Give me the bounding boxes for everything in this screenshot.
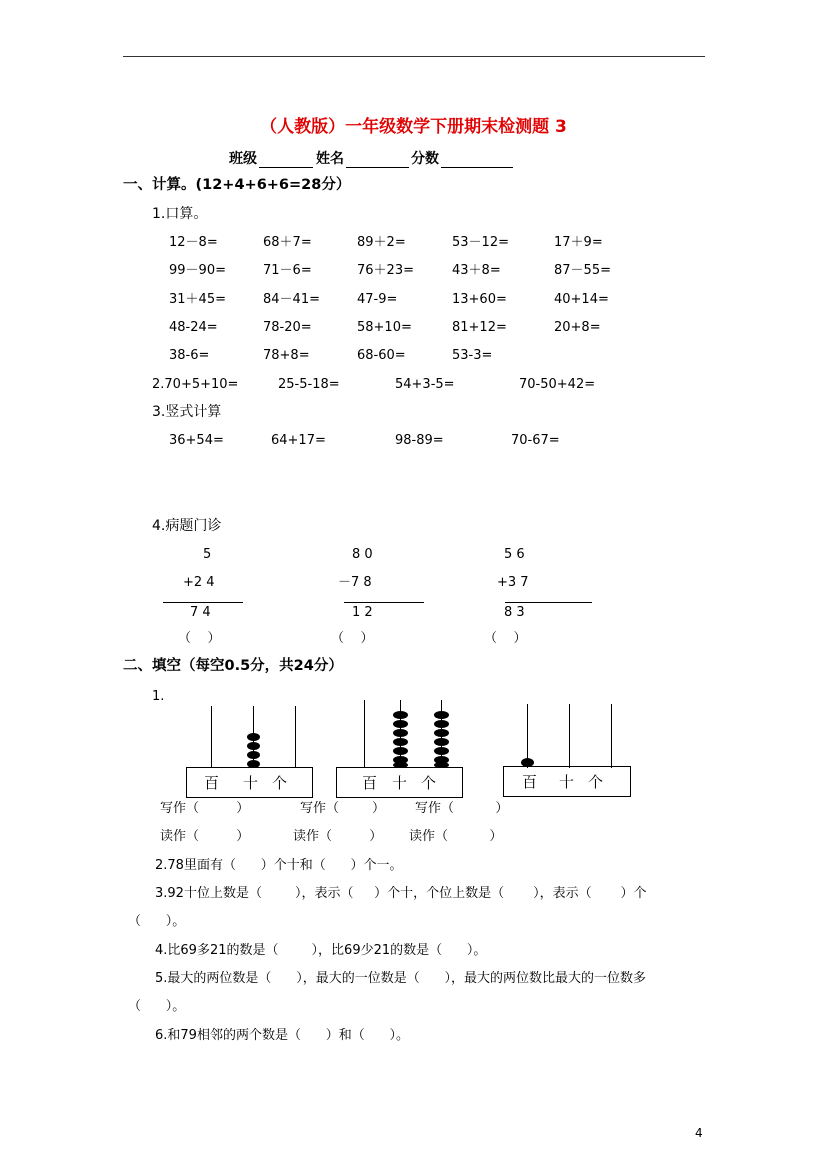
math-item: 87－55= (554, 263, 611, 278)
math-item: 53－12= (452, 235, 509, 250)
problem-top: 5 (203, 547, 212, 562)
math-item: 53-3= (452, 348, 493, 363)
place-ones: 个 (588, 773, 604, 791)
fill-q4: 4.比69多21的数是（ ），比69少21的数是（ ）。 (155, 943, 487, 958)
write-blank-1: 写作（ ） (160, 801, 250, 816)
score-blank (441, 167, 513, 168)
math-item: 78+8= (263, 348, 310, 363)
abacus-rod (364, 700, 365, 768)
read-blank-3: 读作（ ） (409, 829, 503, 844)
class-blank (259, 167, 313, 168)
abacus-bead (393, 747, 408, 755)
fill-q5-line1: 5.最大的两位数是（ ），最大的一位数是（ ），最大的两位数比最大的一位数多 (155, 971, 646, 986)
abacus-bead (393, 738, 408, 746)
q4-label: 4.病题门诊 (152, 518, 222, 534)
math-item: 38-6= (169, 348, 210, 363)
math-item: 31＋45= (169, 292, 226, 307)
abacus-bead (434, 720, 449, 728)
abacus-rod (611, 704, 612, 768)
abacus-bead (434, 738, 449, 746)
fill-q3-line1: 3.92十位上数是（ ），表示（ ）个十，个位上数是（ ），表示（ ）个 (155, 886, 647, 901)
abacus-label-box (336, 767, 463, 798)
q2-label: 2.70+5+10= (152, 377, 239, 392)
math-item: 68-60= (357, 348, 406, 363)
problem-operand: +3 7 (497, 575, 529, 590)
abacus-label-box (186, 767, 313, 798)
fill-q6: 6.和79相邻的两个数是（ ）和（ ）。 (155, 1028, 410, 1043)
answer-blank: （ ） (178, 631, 221, 646)
place-hundreds: 百 (204, 774, 220, 792)
score-label: 分数 (411, 151, 439, 167)
math-item: 20+8= (554, 320, 601, 335)
math-item: 54+3-5= (395, 377, 455, 392)
abacus-bead (434, 729, 449, 737)
page-title: （人教版）一年级数学下册期末检测题 3 (260, 117, 567, 137)
math-item: 99－90= (169, 263, 226, 278)
read-blank-1: 读作（ ） (160, 829, 250, 844)
math-item: 98-89= (395, 433, 444, 448)
place-tens: 十 (243, 774, 259, 792)
place-hundreds: 百 (522, 773, 538, 791)
math-item: 36+54= (169, 433, 224, 448)
math-item: 70-67= (511, 433, 560, 448)
abacus-bead (247, 751, 260, 759)
q3-label: 3.竖式计算 (152, 404, 222, 420)
math-item: 47-9= (357, 292, 398, 307)
abacus-rod (211, 706, 212, 768)
math-item: 81+12= (452, 320, 507, 335)
math-item: 78-20= (263, 320, 312, 335)
answer-blank: （ ） (484, 631, 527, 646)
abacus-bead (393, 729, 408, 737)
problem-result: 1 2 (352, 605, 373, 620)
problem-result: 7 4 (190, 605, 211, 620)
math-item: 40+14= (554, 292, 609, 307)
abacus-rod (295, 706, 296, 768)
place-ones: 个 (421, 774, 437, 792)
name-blank (346, 167, 409, 168)
problem-operand: +2 4 (183, 575, 215, 590)
abacus-rod (569, 704, 570, 768)
fill-q2: 2.78里面有（ ）个十和（ ）个一。 (155, 858, 403, 873)
math-item: 84－41= (263, 292, 320, 307)
problem-rule (344, 602, 424, 603)
place-ones: 个 (272, 774, 288, 792)
problem-result: 8 3 (504, 605, 525, 620)
answer-blank: （ ） (331, 631, 374, 646)
place-tens: 十 (559, 773, 575, 791)
problem-rule (163, 602, 243, 603)
abacus-bead (434, 747, 449, 755)
place-tens: 十 (392, 774, 408, 792)
abacus-bead (434, 711, 449, 719)
q1-label-2: 1. (152, 689, 165, 704)
problem-rule (505, 602, 592, 603)
fill-q5-line2: （ ）。 (128, 999, 186, 1014)
place-hundreds: 百 (362, 774, 378, 792)
abacus-label-box (503, 766, 631, 797)
abacus-bead (393, 720, 408, 728)
section2-heading: 二、填空（每空0.5分，共24分） (123, 658, 343, 674)
abacus-bead (393, 711, 408, 719)
math-item: 48-24= (169, 320, 218, 335)
write-blank-3: 写作（ ） (415, 801, 509, 816)
class-label: 班级 (229, 151, 257, 167)
math-item: 71－6= (263, 263, 312, 278)
read-blank-2: 读作（ ） (293, 829, 383, 844)
math-item: 43＋8= (452, 263, 501, 278)
math-item: 64+17= (271, 433, 326, 448)
page-number: 4 (695, 1126, 703, 1140)
write-blank-2: 写作（ ） (300, 801, 386, 816)
math-item: 12－8= (169, 235, 218, 250)
name-label: 姓名 (316, 151, 344, 167)
section1-heading: 一、计算。(12+4+6+6=28分） (123, 177, 351, 193)
math-item: 76＋23= (357, 263, 414, 278)
fill-q3-line2: （ ）。 (128, 914, 186, 929)
header-rule (123, 56, 705, 57)
math-item: 13+60= (452, 292, 507, 307)
math-item: 89＋2= (357, 235, 406, 250)
math-item: 17＋9= (554, 235, 603, 250)
math-item: 68＋7= (263, 235, 312, 250)
math-item: 58+10= (357, 320, 412, 335)
problem-top: 5 6 (504, 547, 525, 562)
math-item: 70-50+42= (519, 377, 596, 392)
q1-label: 1.口算。 (152, 206, 208, 222)
problem-operand: －7 8 (338, 575, 372, 590)
abacus-bead (247, 742, 260, 750)
abacus-bead (247, 733, 260, 741)
problem-top: 8 0 (352, 547, 373, 562)
math-item: 25-5-18= (278, 377, 340, 392)
